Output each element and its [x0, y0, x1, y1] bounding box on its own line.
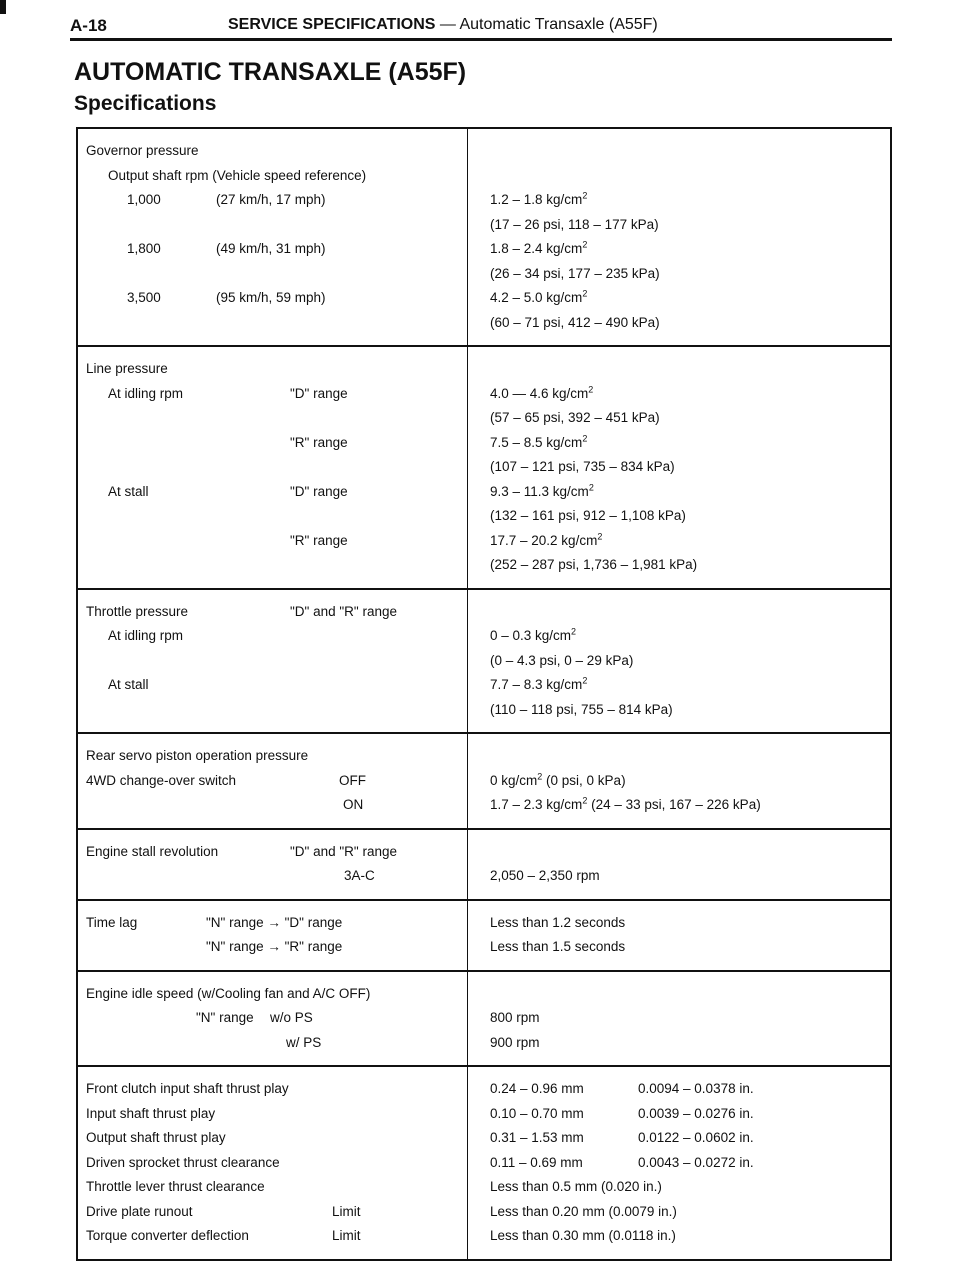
governor-speed: (27 km/h, 17 mph): [216, 192, 326, 207]
range-label: "D" range: [290, 385, 348, 401]
clearance-block: [78, 1067, 890, 1261]
line-pressure-value: 4.0 — 4.6 $kg/cm^2$: [490, 384, 594, 401]
governor-subtitle: Output shaft rpm (Vehicle speed reference): [108, 167, 367, 183]
shift-label: "N" range → "D" range: [206, 914, 343, 930]
clearance-row: Input shaft thrust play: [86, 1105, 216, 1121]
time-lag-block: [78, 901, 890, 972]
line-pressure-value: 7.5 – 8.5 $kg/cm^2$: [490, 433, 588, 450]
governor-rpm: 3,500: [127, 290, 161, 305]
shift-label: "N" range → "R" range: [206, 939, 343, 954]
time-lag-value: Less than 1.2 seconds: [490, 914, 626, 930]
line-pressure-value-alt: (107 – 121 psi, 735 – 834 kPa): [490, 459, 675, 474]
line-pressure-idling: At idling rpm: [108, 385, 184, 401]
stall-rev-title: Engine stall revolution: [86, 843, 219, 859]
stall-rev-value: 2,050 – 2,350 rpm: [490, 868, 600, 883]
header-rule: [70, 38, 892, 41]
time-lag-right: [468, 901, 890, 970]
rear-servo-right: [468, 734, 890, 828]
throttle-idling: At idling rpm: [108, 628, 184, 643]
running-header: [70, 14, 892, 40]
line-pressure-value-alt: (57 – 65 psi, 392 – 451 kPa): [490, 410, 660, 425]
clearance-value: 0.31 – 1.53 mm 0.0122 – 0.0602 in.: [490, 1130, 754, 1145]
governor-rpm: 1,000: [127, 192, 161, 207]
clearance-value: Less than 0.20 mm (0.0079 in.): [490, 1203, 677, 1219]
clearance-row: Drive plate runout Limit: [86, 1203, 361, 1219]
throttle-stall: At stall: [108, 677, 149, 692]
engine-code: 3A-C: [344, 868, 375, 883]
spec-table: [76, 127, 892, 1261]
time-lag-left: [78, 901, 468, 970]
range-label: "D" and "R" range: [290, 843, 397, 859]
throttle-left: [78, 590, 468, 733]
clearance-row: Torque converter deflection Limit: [86, 1228, 361, 1243]
clearance-row: Output shaft thrust play: [86, 1130, 226, 1145]
clearance-value: 0.11 – 0.69 mm 0.0043 – 0.0272 in.: [490, 1154, 754, 1170]
line-pressure-value: 9.3 – 11.3 $kg/cm^2$: [490, 482, 594, 499]
sub-title: Specifications: [74, 92, 217, 115]
line-pressure-block: [78, 347, 890, 590]
rear-servo-off-value: 0 $kg/cm^2$ (0 psi, 0 kPa): [490, 771, 626, 788]
clearance-value: 0.24 – 0.96 mm 0.0094 – 0.0378 in.: [490, 1081, 754, 1096]
throttle-value-alt: (110 – 118 psi, 755 – 814 kPa): [490, 701, 673, 717]
governor-value: 1.2 – 1.8 $kg/cm^2$: [490, 190, 588, 207]
clearance-right: [468, 1067, 890, 1259]
line-pressure-value-alt: (252 – 287 psi, 1,736 – 1,981 kPa): [490, 557, 698, 572]
line-pressure-value-alt: (132 – 161 psi, 912 – 1,108 kPa): [490, 508, 686, 523]
range-label: "D" and "R" range: [290, 603, 397, 619]
throttle-value: 0 – 0.3 $kg/cm^2$: [490, 626, 577, 643]
clearance-left: [78, 1067, 468, 1259]
throttle-value: 7.7 – 8.3 $kg/cm^2$: [490, 675, 588, 692]
stall-rev-block: [78, 830, 890, 901]
governor-value-alt: (26 – 34 psi, 177 – 235 kPa): [490, 265, 660, 281]
section-title: AUTOMATIC TRANSAXLE (A55F): [74, 58, 467, 86]
governor-value: 4.2 – 5.0 $kg/cm^2$: [490, 288, 588, 305]
stall-rev-right: [468, 830, 890, 899]
governor-title: Governor pressure: [86, 143, 199, 158]
line-pressure-value: 17.7 – 20.2 $kg/cm^2$: [490, 531, 603, 548]
range-label: "R" range: [290, 434, 348, 450]
rear-servo-title: Rear servo piston operation pressure: [86, 748, 309, 763]
throttle-block: [78, 590, 890, 735]
idle-speed-left: [78, 972, 468, 1066]
idle-speed-value: 900 rpm: [490, 1034, 540, 1050]
governor-value-alt: (60 – 71 psi, 412 – 490 kPa): [490, 314, 660, 330]
rear-servo-switch: 4WD change-over switch: [86, 772, 237, 788]
range-label: "R" range: [290, 532, 348, 548]
governor-speed: (49 km/h, 31 mph): [216, 241, 326, 256]
stall-rev-left: [78, 830, 468, 899]
throttle-title: Throttle pressure: [86, 603, 189, 619]
rear-servo-block: [78, 734, 890, 830]
clearance-row: Driven sprocket thrust clearance: [86, 1154, 280, 1170]
header-title-bold: SERVICE SPECIFICATIONS: [228, 16, 436, 33]
throttle-value-alt: (0 – 4.3 psi, 0 – 29 kPa): [490, 652, 634, 668]
wo-ps-label: w/o PS: [270, 1010, 313, 1025]
line-pressure-title: Line pressure: [86, 361, 168, 376]
header-title-rest: — Automatic Transaxle (A55F): [435, 16, 658, 33]
time-lag-value: Less than 1.5 seconds: [490, 939, 626, 954]
rear-servo-left: [78, 734, 468, 828]
page-number: A-18: [70, 16, 107, 35]
clearance-row: Front clutch input shaft thrust play: [86, 1081, 289, 1096]
governor-speed: (95 km/h, 59 mph): [216, 290, 326, 305]
clearance-value: Less than 0.30 mm (0.0118 in.): [490, 1228, 676, 1243]
governor-block: [78, 129, 890, 347]
clearance-row: Throttle lever thrust clearance: [86, 1179, 265, 1194]
idle-speed-title: Engine idle speed (w/Cooling fan and A/C OFF): [86, 985, 371, 1001]
governor-rpm: 1,800: [127, 241, 161, 256]
clearance-value: 0.10 – 0.70 mm 0.0039 – 0.0276 in.: [490, 1105, 754, 1121]
throttle-right: [468, 590, 890, 733]
governor-value-alt: (17 – 26 psi, 118 – 177 kPa): [490, 216, 659, 232]
corner-mark: [0, 0, 6, 14]
governor-value: 1.8 – 2.4 $kg/cm^2$: [490, 239, 588, 256]
clearance-value: Less than 0.5 mm (0.020 in.): [490, 1179, 662, 1194]
rear-servo-on-value: 1.7 – 2.3 $kg/cm^2$ (24 – 33 psi, 167 – 226 kPa): [490, 795, 761, 812]
n-range-label: "N" range: [196, 1010, 254, 1025]
line-pressure-stall: At stall: [108, 483, 149, 499]
idle-speed-right: [468, 972, 890, 1066]
range-label: "D" range: [290, 483, 348, 499]
idle-speed-value: 800 rpm: [490, 1010, 540, 1025]
idle-speed-block: [78, 972, 890, 1068]
header-title: [228, 16, 658, 34]
w-ps-label: w/ PS: [286, 1034, 322, 1050]
line-pressure-right: [468, 347, 890, 588]
governor-left: [78, 129, 468, 345]
line-pressure-left: [78, 347, 468, 588]
time-lag-title: Time lag: [86, 914, 138, 930]
switch-off-label: OFF: [339, 772, 366, 788]
governor-right: [468, 129, 890, 345]
switch-on-label: ON: [343, 797, 364, 812]
